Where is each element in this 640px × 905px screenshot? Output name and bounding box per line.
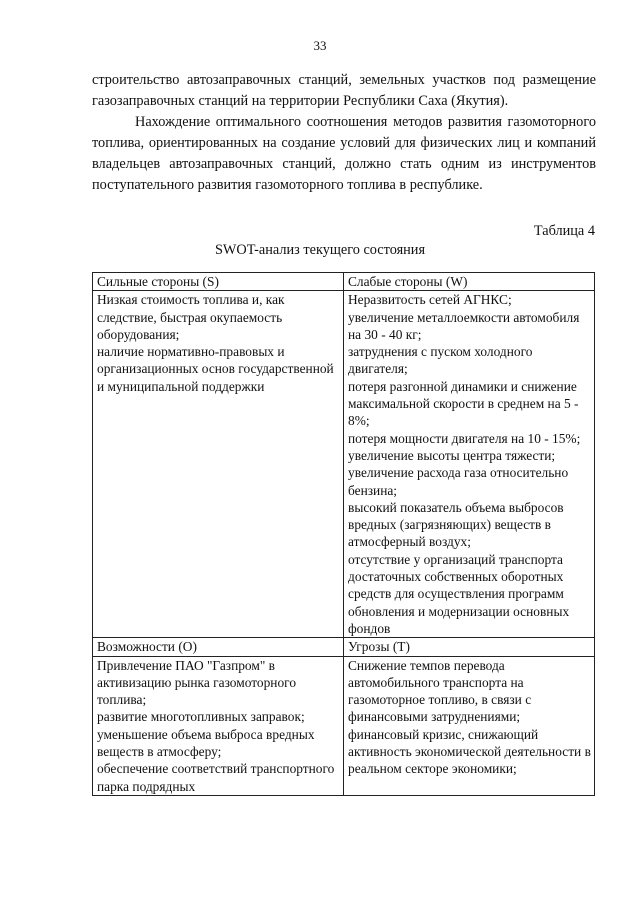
weakness-item: затруднения с пуском холодного двигателя; (348, 344, 533, 377)
threats-header: Угрозы (T) (344, 638, 595, 656)
threat-item: Снижение темпов перевода автомобильного транспорта на газомоторное топливо, в связи с финансовыми затруднениями; (348, 657, 532, 725)
weakness-item: потеря разгонной динамики и снижение максимальной скорости в среднем на 5 - 8%; (348, 378, 579, 429)
swot-header-row-top (93, 273, 595, 291)
weakness-item: увеличение расхода газа относительно бензина; (348, 465, 569, 498)
swot-content-row-top (93, 291, 595, 638)
opportunities-header: Возможности (O) (93, 638, 344, 656)
opportunity-item: обеспечение соответствий транспортного парка подрядных (97, 761, 335, 794)
threat-item: финансовый кризис, снижающий активность экономической деятельности в реальном секторе экономики; (348, 726, 591, 777)
strength-item: наличие нормативно-правовых и организационных основ государственной и муниципальной поддержки (97, 344, 334, 394)
opportunity-item: развитие многотопливных заправок; (97, 709, 305, 725)
weaknesses-cell (344, 291, 595, 638)
opportunities-cell (93, 656, 344, 795)
weakness-item: увеличение металлоемкости автомобиля на 30 - 40 кг; (348, 309, 580, 342)
strengths-header: Сильные стороны (S) (93, 273, 344, 291)
weaknesses-header: Слабые стороны (W) (344, 273, 595, 291)
weakness-item: отсутствие у организаций транспорта достаточных собственных оборотных средств для осуществления программ обновления и модернизации основных фондов (348, 551, 570, 636)
body-text (92, 70, 596, 196)
page-number: 33 (313, 38, 327, 53)
weakness-item: Неразвитость сетей АГНКС; (348, 292, 512, 308)
swot-content-row-bottom (93, 656, 595, 795)
weakness-item: увеличение высоты центра тяжести; (348, 447, 556, 463)
swot-table (92, 272, 595, 796)
table-title: SWOT-анализ текущего состояния (214, 242, 426, 258)
weakness-item: потеря мощности двигателя на 10 - 15%; (348, 430, 581, 446)
weakness-item: высокий показатель объема выбросов вредных (загрязняющих) веществ в атмосферный воздух; (348, 499, 564, 550)
paragraph-continuation: строительство автозаправочных станций, земельных участков под размещение газозаправочных станций на территории Республики Саха (Якутия). (92, 72, 596, 109)
strength-item: Низкая стоимость топлива и, как следствие, быстрая окупаемость оборудования; (97, 292, 285, 342)
paragraph-methods: Нахождение оптимального соотношения методов развития газомоторного топлива, ориентированных на создание условий для физических лиц и компаний владельцев автозаправочных станций, должно стать одним из инструментов поступательного развития газомоторного топлива в республике. (92, 114, 596, 193)
swot-header-row-bottom (93, 638, 595, 656)
threats-cell (344, 656, 595, 795)
opportunity-item: уменьшение объема выброса вредных веществ в атмосферу; (97, 726, 315, 760)
opportunity-item: Привлечение ПАО "Газпром" в активизацию рынка газомоторного топлива; (97, 657, 297, 708)
table-number: Таблица 4 (533, 223, 595, 239)
strengths-cell (93, 291, 344, 638)
